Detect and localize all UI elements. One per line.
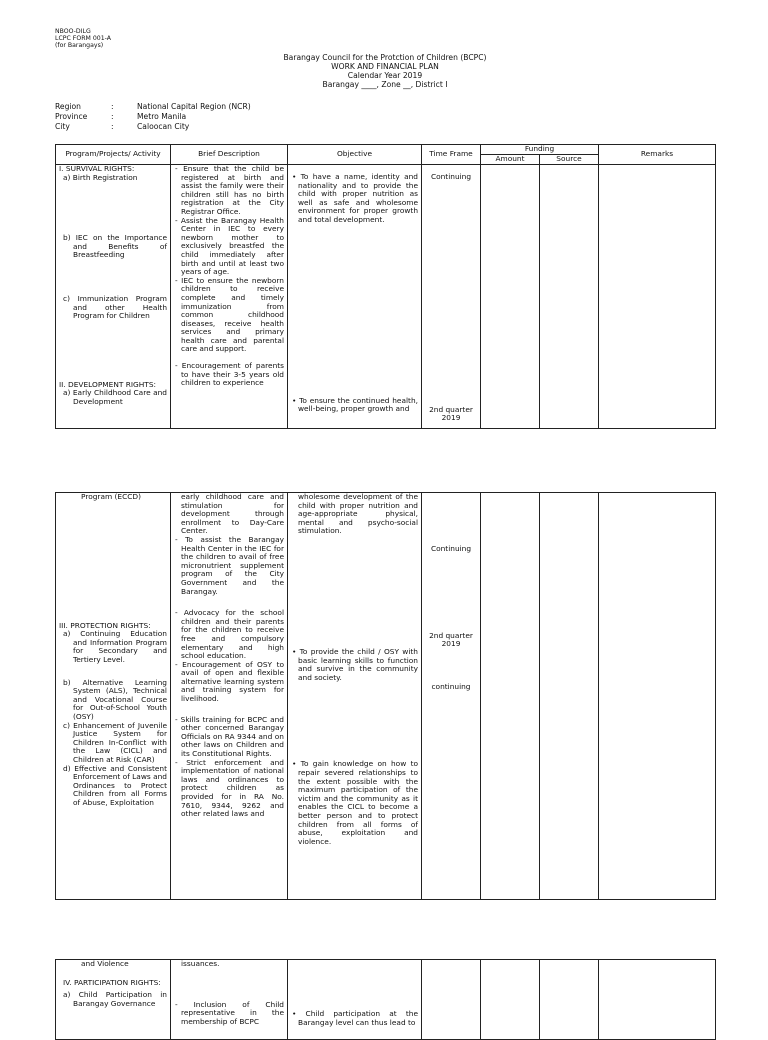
program-eccd: a) Early Childhood Care and Development [63,388,167,406]
section-development-rights: II. DEVELOPMENT RIGHTS: [59,379,157,389]
program-immunization: c) Immunization Program and other Health Program for Children [63,293,167,321]
brief-description-item: - To assist the Barangay Health Center in the IEC for the children to avail of free micronutrient supplement program of the City Government and the Barangay. [175,534,284,596]
region-value: National Capital Region (NCR) [137,102,251,111]
time-frame-cell [422,493,481,900]
province-value: Metro Manila [137,112,187,121]
form-id-line: (for Barangays) [55,42,104,50]
city-label: City [55,122,70,131]
work-plan-table-page1 [55,144,716,429]
brief-description-cell [171,493,288,900]
colon: : [111,102,114,111]
objective-cell [288,493,422,900]
header-plan-title: WORK AND FINANCIAL PLAN [331,62,439,71]
region-label: Region [55,102,81,111]
brief-description-item: - Advocacy for the school children and their parents for the children to receive free and compulsory elementary and high school education. [175,608,284,661]
colon: : [111,122,114,131]
remarks-cell [599,960,716,1040]
location-info [55,102,355,132]
table-row [56,960,716,1040]
brief-description-item: - Inclusion of Child representative in the membership of BCPC [175,999,284,1026]
program-birth-registration: a) Birth Registration [63,172,138,182]
column-header-remarks: Remarks [599,145,716,165]
program-juvenile-justice: c) Enhancement of Juvenile Justice System for Children In-Conflict with the Law (CICL) and Children at Risk (CAR) [63,720,167,764]
province-label: Province [55,112,88,121]
time-frame-value: Continuing [430,544,472,553]
objective-item: • To ensure the continued health, well-being, proper growth and [292,395,418,414]
brief-description-item: - IEC to ensure the newborn children to receive complete and timely immunization from common childhood diseases, receive health services and primary health care and parental care and support. [175,275,284,354]
program-als: b) Alternative Learning System (ALS), Technical and Vocational Course for Out-of-School Youth (OSY) [63,677,167,721]
program-law-enforcement-continued: and Violence [81,959,129,968]
source-cell [540,960,599,1040]
time-frame-value: Continuing [430,172,472,181]
section-protection-rights: III. PROTECTION RIGHTS: [59,620,151,630]
column-header-objective: Objective [288,145,422,165]
objective-item: • To gain knowledge on how to repair severed relationships to the extent possible with the maximum participation of the victim and the community as it enables the CICL to become a better person and to protect children from all forms of abuse, exploitation and violence. [292,759,418,846]
program-cell [56,493,171,900]
section-participation-rights: IV. PARTICIPATION RIGHTS: [63,977,161,987]
objective-cell [288,960,422,1040]
program-eccd-continued: Program (ECCD) [81,492,141,501]
program-cell [56,165,171,429]
city-value: Caloocan City [137,122,190,131]
column-header-program: Program/Projects/ Activity [56,145,171,165]
form-id-line: NBOO-DILG [55,28,91,35]
brief-description-item: - Skills training for BCPC and other concerned Barangay Officials on RA 9344 and on other laws on Children and its Constitutional Rights. [175,714,284,759]
time-frame-value: 2nd quarter 2019 [429,404,473,423]
objective-item: • Child participation at the Barangay level can thus lead to [292,1009,418,1027]
time-frame-cell [422,165,481,429]
amount-cell [481,493,540,900]
program-law-enforcement: d) Effective and Consistent Enforcement of Laws and Ordinances to Protect Children from all Forms of Abuse, Exploitation [63,763,167,807]
brief-description-item: - Assist the Barangay Health Center in IEC to every newborn mother to exclusively breastfed the child immediately after birth and until at least two years of age. [175,215,284,277]
header-year: Calendar Year 2019 [347,71,423,80]
brief-description-item: - Encouragement of parents to have their 3-5 years old children to experience [175,361,284,388]
program-breastfeeding-iec: b) IEC on the Importance and Benefits of Breastfeeding [63,233,167,260]
program-continuing-education: a) Continuing Education and Information Program for Secondary and Tertiery Level. [63,629,167,664]
brief-description-cell [171,960,288,1040]
brief-description-item: - Strict enforcement and implementation of national laws and ordinances to protect children as provided for in RA No. 7610, 9344, 9262 and other related laws and [175,757,284,819]
document-header [230,53,540,89]
remarks-cell [599,493,716,900]
section-survival-rights: I. SURVIVAL RIGHTS: [59,164,135,173]
time-frame-cell [422,960,481,1040]
column-header-source: Source [540,155,599,165]
colon: : [111,112,114,121]
objective-item: • To provide the child / OSY with basic learning skills to function and survive in the community and society. [292,646,418,682]
objective-item: wholesome development of the child with proper nutrition and age-appropriate physical, mental and psycho-social stimulation. [298,492,418,536]
brief-description-cell [171,165,288,429]
program-child-participation: a) Child Participation in Barangay Governance [63,990,167,1008]
objective-item: • To have a name, identity and nationality and to provide the child with proper nutrition as well as safe and wholesome environment for proper growth and total development. [292,172,418,224]
header-barangay: Barangay ____, Zone __, District I [322,80,448,89]
work-plan-table-page2 [55,492,716,900]
remarks-cell [599,165,716,429]
time-frame-value: 2nd quarter 2019 [429,630,473,649]
column-header-time-frame: Time Frame [422,145,481,165]
column-header-funding: Funding [481,145,599,155]
brief-description-item: - Ensure that the child be registered at birth and assist the family were their children still has no birth registration at the City Registrar Office. [175,164,284,216]
brief-description-item: - Encouragement of OSY to avail of open and flexible alternative learning system and training system for livelihood. [175,659,284,704]
amount-cell [481,960,540,1040]
table-row [56,165,716,429]
program-cell [56,960,171,1040]
source-cell [540,493,599,900]
column-header-amount: Amount [481,155,540,165]
brief-description-item: issuances. [181,959,220,968]
time-frame-value: continuing [431,681,471,691]
form-id-line: LCPC FORM 001-A [55,35,111,43]
column-header-brief-description: Brief Description [171,145,288,165]
work-plan-table-page3 [55,959,716,1040]
objective-cell [288,165,422,429]
source-cell [540,165,599,429]
brief-description-item: early childhood care and stimulation for development through enrollment to Day-Care Center. [181,492,284,536]
table-row [56,493,716,900]
form-id [55,28,111,50]
amount-cell [481,165,540,429]
header-council: Barangay Council for the Protction of Children (BCPC) [283,53,487,62]
